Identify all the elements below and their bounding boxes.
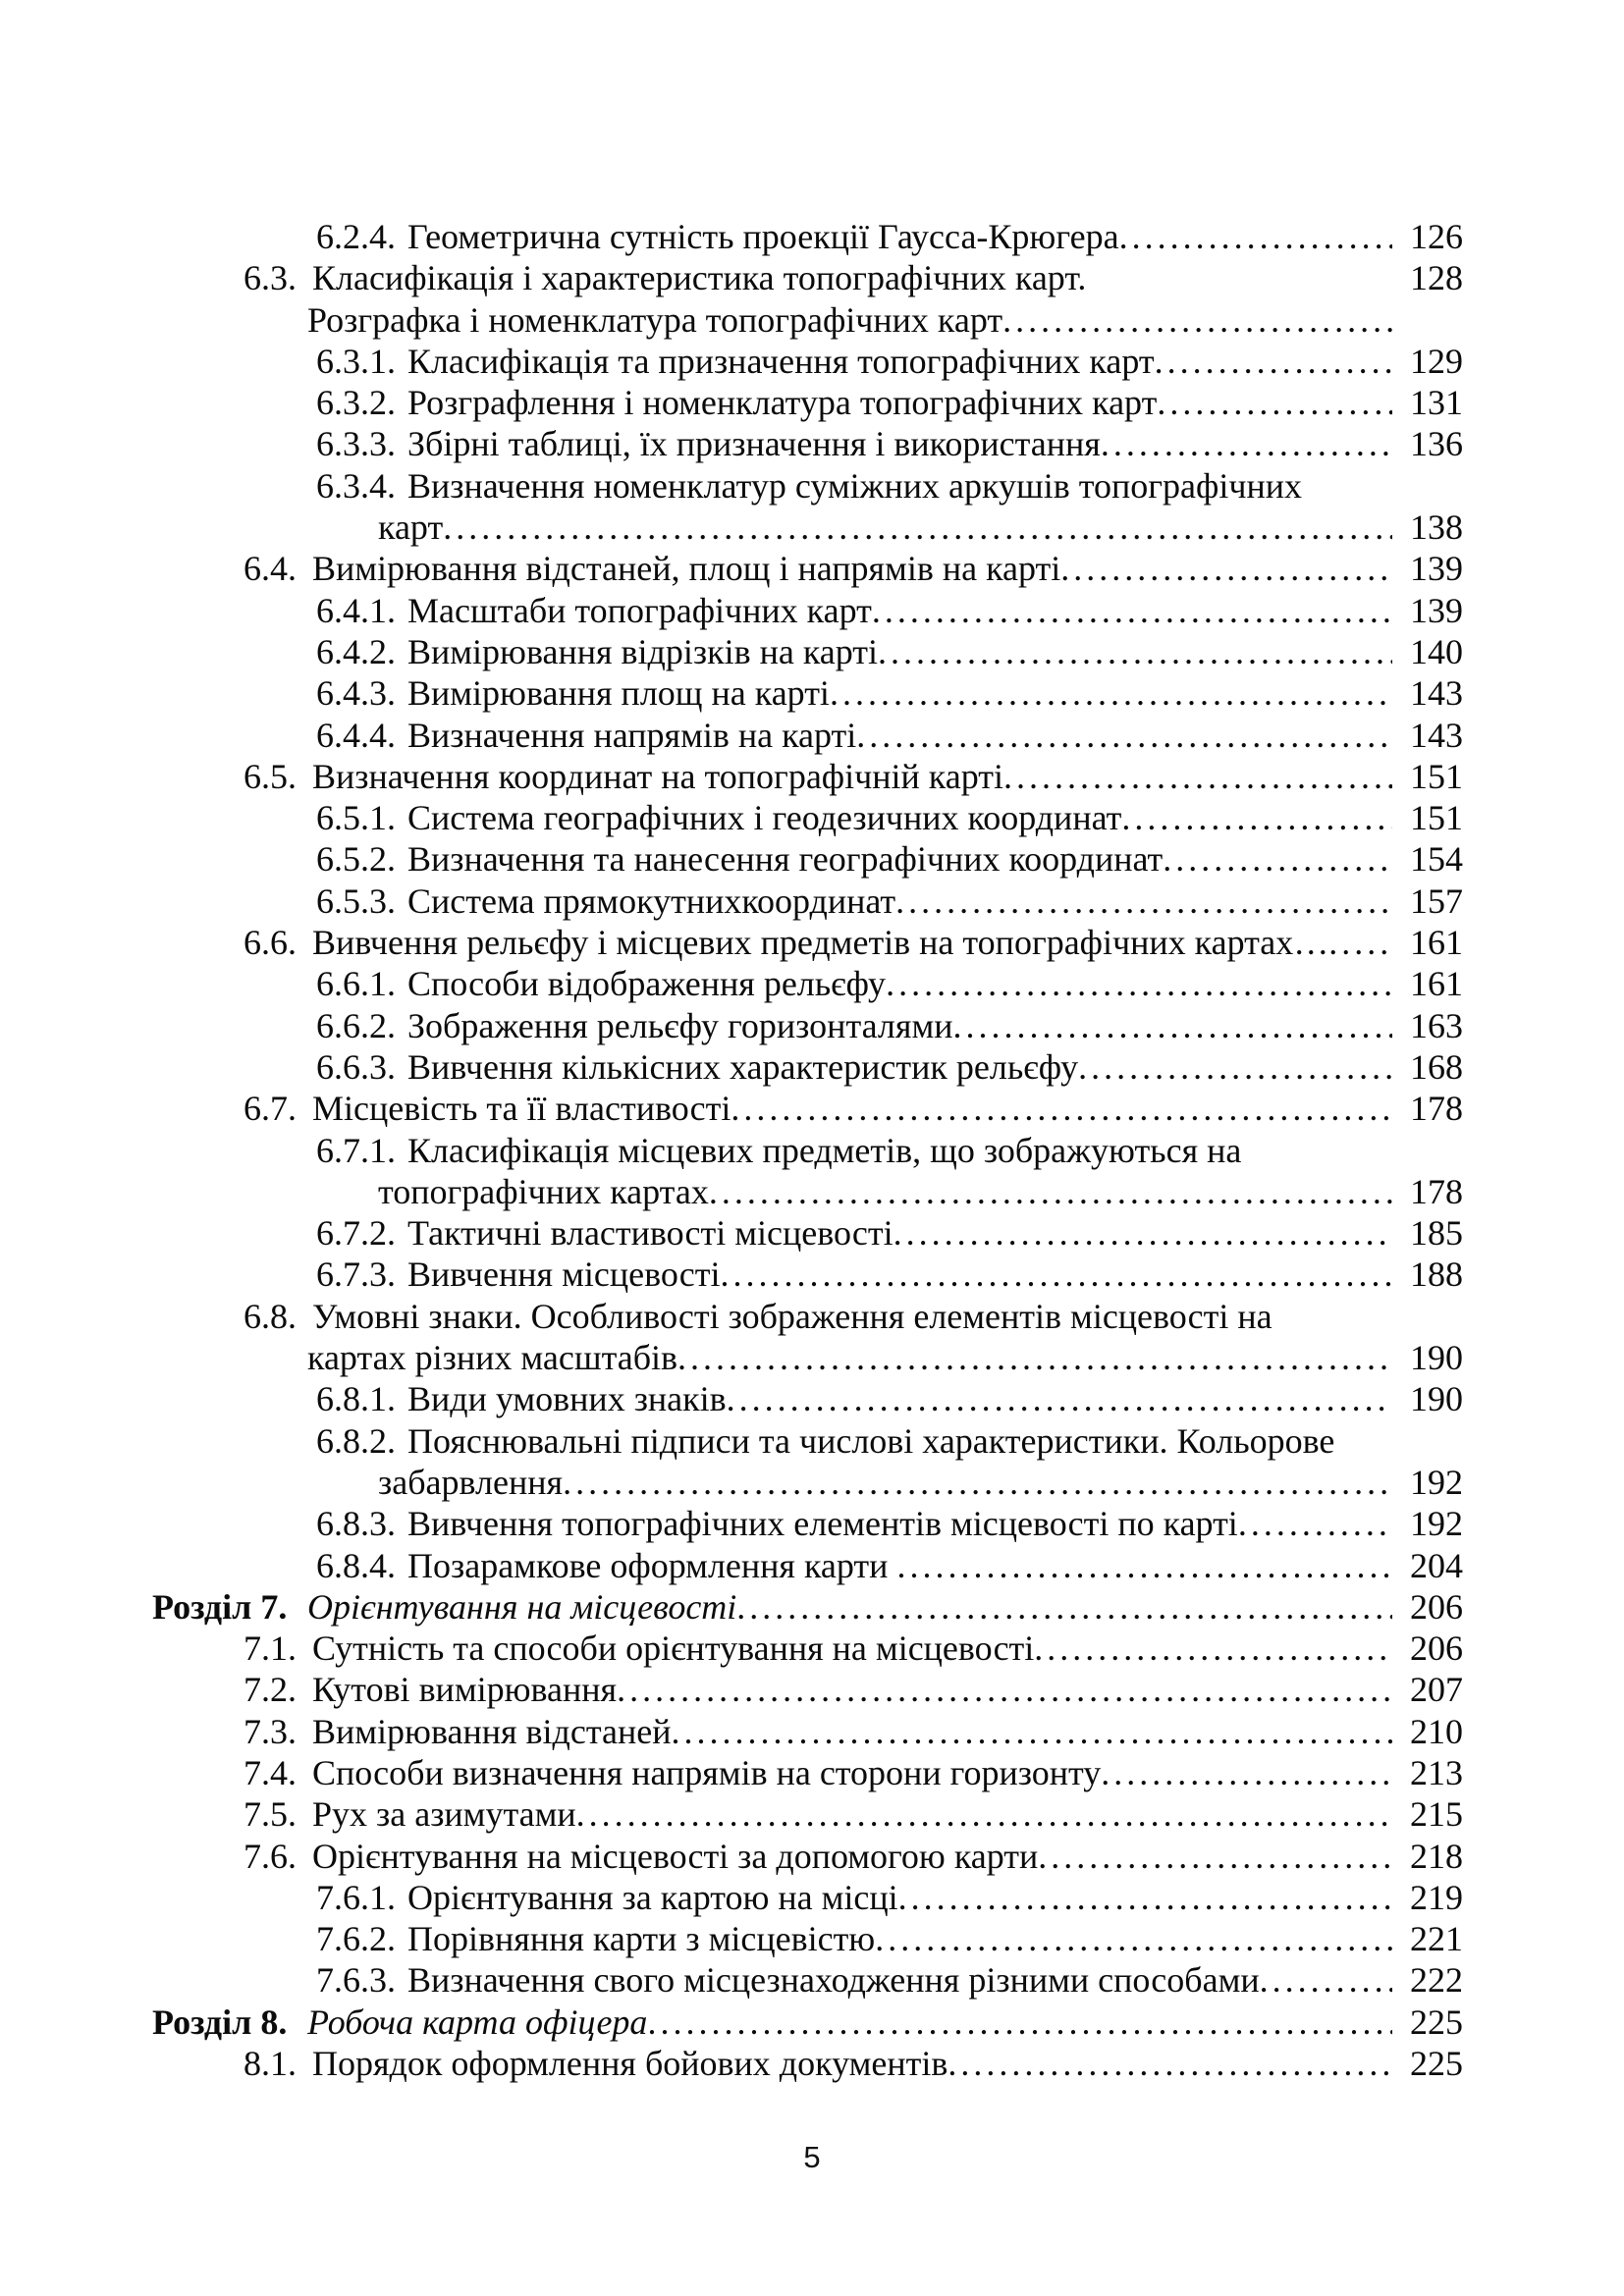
toc-row [0, 548, 1624, 589]
toc-dot-leader [893, 1212, 1392, 1254]
toc-entry-title: Геометрична сутність проекції Гаусса-Крюгера [407, 217, 1119, 256]
toc-row [0, 423, 1624, 464]
toc-page-number: 210 [1410, 1711, 1463, 1751]
toc-dot-leader [886, 963, 1392, 1004]
toc-entry-number: 6.8.3. [316, 1504, 396, 1544]
toc-page-number: 225 [1410, 2002, 1463, 2042]
toc-dot-leader [576, 1793, 1392, 1835]
toc-entry-title: Класифікація місцевих предметів, що зображуються на [407, 1130, 1242, 1170]
toc-entry-title: Способи визначення напрямів на сторони горизонту [312, 1752, 1102, 1792]
toc-dot-leader [872, 590, 1392, 631]
toc-entry-number: 6.5.2. [316, 839, 396, 880]
toc-entry-number: 6.3.2. [316, 383, 396, 423]
toc-row [0, 216, 1624, 257]
toc-page-number: 188 [1410, 1255, 1463, 1295]
toc-entry-title: Робоча карта офіцера [307, 2002, 648, 2042]
toc-entry-number: 7.5. [244, 1794, 297, 1835]
toc-row [0, 1337, 1624, 1378]
toc-row [0, 1046, 1624, 1088]
toc-page-number: 192 [1410, 1462, 1463, 1502]
toc-row [0, 1088, 1624, 1129]
toc-page-number: 140 [1410, 631, 1463, 671]
toc-entry-number: 7.6.3. [316, 1960, 396, 2001]
toc-entry-number: 6.6. [244, 923, 297, 963]
toc-entry-number: 7.6.1. [316, 1877, 396, 1917]
toc-page-number: 219 [1410, 1877, 1463, 1917]
toc-row [0, 1212, 1624, 1254]
toc-row [0, 2043, 1624, 2084]
toc-entry-number: 7.3. [244, 1711, 297, 1751]
footer-page-number: 5 [803, 2140, 821, 2174]
toc-page-number: 139 [1410, 549, 1463, 589]
toc-page-number: 204 [1410, 1545, 1463, 1585]
toc-row [0, 922, 1624, 963]
toc-entry-number: 6.7.2. [316, 1213, 396, 1254]
toc-entry-number: 6.6.2. [316, 1005, 396, 1045]
toc-entry-number: 7.1. [244, 1629, 297, 1669]
toc-row [0, 341, 1624, 382]
toc-entry-title: Розграфка і номенклатура топографічних карт [307, 299, 1003, 340]
toc-entry-title: Порядок оформлення бойових документів [312, 2044, 948, 2084]
toc-entry-title: Тактичні властивості місцевості [407, 1213, 893, 1254]
toc-entry-number: 6.3.1. [316, 341, 396, 381]
toc-row [0, 1545, 1624, 1586]
toc-dot-leader [1328, 922, 1392, 963]
toc-dot-leader [1238, 1503, 1392, 1544]
toc-dot-leader [647, 2002, 1392, 2043]
toc-row [0, 257, 1624, 298]
toc-dot-leader [947, 2043, 1392, 2084]
toc-page-number: 143 [1410, 673, 1463, 714]
toc-page-number: 222 [1410, 1960, 1463, 2001]
toc-entry-title: Орієнтування за картою на місці [407, 1877, 898, 1917]
toc-row [0, 1918, 1624, 1959]
toc-entry-title: Масштаби топографічних карт [407, 590, 872, 630]
toc-entry-number: 6.8. [244, 1296, 297, 1336]
toc-page-number: 128 [1410, 258, 1463, 298]
toc-entry-title: Визначення номенклатур суміжних аркушів топографічних [407, 465, 1302, 506]
toc-row [0, 1959, 1624, 2001]
toc-row [0, 590, 1624, 631]
toc-row [0, 756, 1624, 797]
toc-dot-leader [672, 1711, 1392, 1752]
toc-entry-title: Орієнтування на місцевості [307, 1586, 737, 1627]
toc-entry-title: Позарамкове оформлення карти [407, 1545, 897, 1585]
toc-row [0, 672, 1624, 714]
toc-page-number: 151 [1410, 756, 1463, 796]
toc-row [0, 1752, 1624, 1793]
toc-dot-leader [1002, 299, 1392, 341]
toc-entry-title: Визначення координат на топографічній карті [312, 756, 1003, 796]
toc-entry-number: 7.6.2. [316, 1919, 396, 1959]
toc-page-number: 129 [1410, 341, 1463, 381]
toc-dot-leader [830, 672, 1392, 714]
toc-entry-title: Вивчення рельєфу і місцевих предметів на топографічних картах… [312, 923, 1329, 963]
toc-page-number: 225 [1410, 2044, 1463, 2084]
toc-entry-title: Система прямокутнихкоординат [407, 881, 896, 921]
toc-entry-title: Вивчення кількісних характеристик рельєфу [407, 1046, 1079, 1087]
toc-row [0, 1877, 1624, 1918]
toc-entry-title: Вивчення топографічних елементів місцевості по карті [407, 1504, 1238, 1544]
toc-entry-number: 6.7.3. [316, 1255, 396, 1295]
toc-row [0, 715, 1624, 756]
toc-entry-number: 6.6.1. [316, 964, 396, 1004]
toc-page-number: 154 [1410, 839, 1463, 880]
toc-page-number: 221 [1410, 1919, 1463, 1959]
toc-dot-leader [1078, 1046, 1392, 1088]
toc-entry-number: Розділ 7. [152, 1586, 288, 1627]
toc-entry-title: Порівняння карти з місцевістю [407, 1919, 876, 1959]
toc-page-number: 151 [1410, 798, 1463, 838]
toc-entry-title: Вивчення місцевості [407, 1255, 721, 1295]
toc-entry-number: 6.8.2. [316, 1420, 396, 1461]
toc-row [0, 1005, 1624, 1046]
toc-row [0, 1669, 1624, 1710]
toc-dot-leader [898, 1877, 1392, 1918]
toc-dot-leader [1003, 756, 1392, 797]
toc-dot-leader [1121, 797, 1392, 838]
toc-page-number: 215 [1410, 1794, 1463, 1835]
toc-entry-title: Орієнтування на місцевості за допомогою карти [312, 1836, 1039, 1876]
toc-dot-leader [720, 1254, 1392, 1295]
toc-row [0, 1462, 1624, 1503]
toc-row [0, 2002, 1624, 2043]
toc-entry-title: Визначення свого місцезнаходження різними способами [407, 1960, 1260, 2001]
toc-entry-title: Розграфлення і номенклатура топографічних карт [407, 383, 1158, 423]
toc-row [0, 382, 1624, 423]
toc-entry-title: карт [378, 507, 444, 548]
toc-page-number: 131 [1410, 383, 1463, 423]
toc-dot-leader [953, 1005, 1393, 1046]
toc-dot-leader [1034, 1628, 1392, 1669]
toc-entry-number: 6.8.4. [316, 1545, 396, 1585]
toc-row [0, 631, 1624, 672]
toc-page-number: 178 [1410, 1171, 1463, 1211]
toc-row [0, 1586, 1624, 1628]
toc-entry-number: 6.7. [244, 1089, 297, 1129]
toc-row [0, 881, 1624, 922]
toc-row [0, 299, 1624, 341]
toc-entry-title: Система географічних і геодезичних координат [407, 798, 1122, 838]
toc-entry-title: Види умовних знаків [407, 1379, 727, 1419]
toc-entry-title: Умовні знаки. Особливості зображення елементів місцевості на [312, 1296, 1272, 1336]
toc-row [0, 465, 1624, 507]
toc-page-number: 138 [1410, 507, 1463, 548]
toc-dot-leader [856, 715, 1392, 756]
toc-entry-number: 7.6. [244, 1836, 297, 1876]
toc-page-number: 218 [1410, 1836, 1463, 1876]
toc-dot-leader [617, 1669, 1392, 1710]
toc-page-number: 213 [1410, 1752, 1463, 1792]
toc-page-number: 161 [1410, 964, 1463, 1004]
toc-dot-leader [677, 1337, 1392, 1378]
toc-entry-number: 6.2.4. [316, 217, 396, 256]
toc-row [0, 1254, 1624, 1295]
toc-dot-leader [727, 1378, 1392, 1419]
toc-entry-title: Визначення напрямів на карті [407, 715, 857, 755]
toc-entry-number: 6.8.1. [316, 1379, 396, 1419]
toc-row [0, 1171, 1624, 1212]
toc-entry-title: Класифікація та призначення топографічних карт [407, 341, 1155, 381]
toc-row [0, 1130, 1624, 1171]
toc-dot-leader [878, 631, 1392, 672]
toc-entry-number: 6.4.3. [316, 673, 396, 714]
toc-row [0, 1793, 1624, 1835]
toc-row [0, 1378, 1624, 1419]
toc-entry-title: Рух за азимутами [312, 1794, 576, 1835]
toc-row [0, 1836, 1624, 1877]
toc-entry-number: Розділ 8. [152, 2002, 288, 2042]
toc-entry-title: забарвлення [378, 1462, 564, 1502]
toc-entry-number: 6.5.3. [316, 881, 396, 921]
toc-row [0, 1711, 1624, 1752]
toc-row [0, 797, 1624, 838]
toc-dot-leader [1119, 216, 1392, 257]
toc-row [0, 963, 1624, 1004]
toc-page-number: 190 [1410, 1338, 1463, 1378]
toc-dot-leader [1101, 423, 1392, 464]
toc-entry-number: 8.1. [244, 2044, 297, 2084]
toc-entry-number: 6.4.4. [316, 715, 396, 755]
toc-entry-number: 6.3. [244, 258, 297, 298]
toc-entry-number: 6.4. [244, 549, 297, 589]
toc-page-number: 192 [1410, 1504, 1463, 1544]
toc-page-number: 126 [1410, 217, 1463, 256]
toc-page-number: 163 [1410, 1005, 1463, 1045]
toc-page-number: 207 [1410, 1670, 1463, 1710]
toc-page-number: 185 [1410, 1213, 1463, 1254]
toc-page-number: 168 [1410, 1046, 1463, 1087]
toc-entry-number: 6.3.4. [316, 465, 396, 506]
toc-entry-title: Кутові вимірювання [312, 1670, 618, 1710]
toc-dot-leader [896, 1545, 1392, 1586]
toc-entry-title: Класифікація і характеристика топографічних карт. [312, 258, 1087, 298]
toc-page-number: 206 [1410, 1629, 1463, 1669]
toc-entry-number: 6.5. [244, 756, 297, 796]
toc-entry-number: 6.7.1. [316, 1130, 396, 1170]
toc-dot-leader [1157, 382, 1392, 423]
toc-entry-title: Вимірювання відстаней [312, 1711, 672, 1751]
toc-entry-title: Вимірювання відрізків на карті [407, 631, 879, 671]
toc-entry-title: Зображення рельєфу горизонталями [407, 1005, 953, 1045]
toc-entry-number: 6.3.3. [316, 424, 396, 464]
toc-row [0, 1420, 1624, 1462]
toc-entry-title: Вимірювання площ на карті [407, 673, 830, 714]
toc-page-number: 136 [1410, 424, 1463, 464]
toc-entry-title: Пояснювальні підписи та числові характеристики. Кольорове [407, 1420, 1335, 1461]
toc-entry-number: 7.2. [244, 1670, 297, 1710]
toc-page-number: 206 [1410, 1586, 1463, 1627]
toc-row [0, 1503, 1624, 1544]
toc-dot-leader [1101, 1752, 1392, 1793]
toc-entry-title: Місцевість та її властивості [312, 1089, 731, 1129]
toc-dot-leader [731, 1088, 1392, 1129]
toc-dot-leader [1163, 838, 1392, 880]
toc-entry-number: 6.4.1. [316, 590, 396, 630]
toc-dot-leader [709, 1171, 1392, 1212]
toc-entry-title: картах різних масштабів [307, 1338, 678, 1378]
toc-row [0, 1628, 1624, 1669]
toc-page-number: 139 [1410, 590, 1463, 630]
toc-dot-leader [1260, 1959, 1392, 2001]
toc-entry-title: Визначення та нанесення географічних координат [407, 839, 1164, 880]
toc-entry-number: 6.5.1. [316, 798, 396, 838]
toc-entry-number: 6.6.3. [316, 1046, 396, 1087]
toc-row [0, 507, 1624, 548]
toc-dot-leader [1155, 341, 1392, 382]
toc-dot-leader [1038, 1836, 1392, 1877]
toc-dot-leader [895, 881, 1392, 922]
toc-entry-title: топографічних картах [378, 1171, 709, 1211]
toc-entry-number: 6.4.2. [316, 631, 396, 671]
toc-page-number: 178 [1410, 1089, 1463, 1129]
toc-entry-title: Збірні таблиці, їх призначення і використання [407, 424, 1101, 464]
toc-entry-title: Способи відображення рельєфу [407, 964, 887, 1004]
toc-entry-title: Сутність та способи орієнтування на місцевості [312, 1629, 1035, 1669]
toc-dot-leader [563, 1462, 1392, 1503]
toc-entry-number: 7.4. [244, 1752, 297, 1792]
toc-page-number: 157 [1410, 881, 1463, 921]
toc-dot-leader [443, 507, 1392, 548]
toc-entry-title: Вимірювання відстаней, площ і напрямів на карті [312, 549, 1061, 589]
toc-page-number: 161 [1410, 923, 1463, 963]
toc-dot-leader [736, 1586, 1392, 1628]
toc-row [0, 838, 1624, 880]
toc-dot-leader [875, 1918, 1392, 1959]
toc-page-number: 143 [1410, 715, 1463, 755]
toc-page-number: 190 [1410, 1379, 1463, 1419]
toc-dot-leader [1060, 548, 1392, 589]
toc-row [0, 1296, 1624, 1337]
